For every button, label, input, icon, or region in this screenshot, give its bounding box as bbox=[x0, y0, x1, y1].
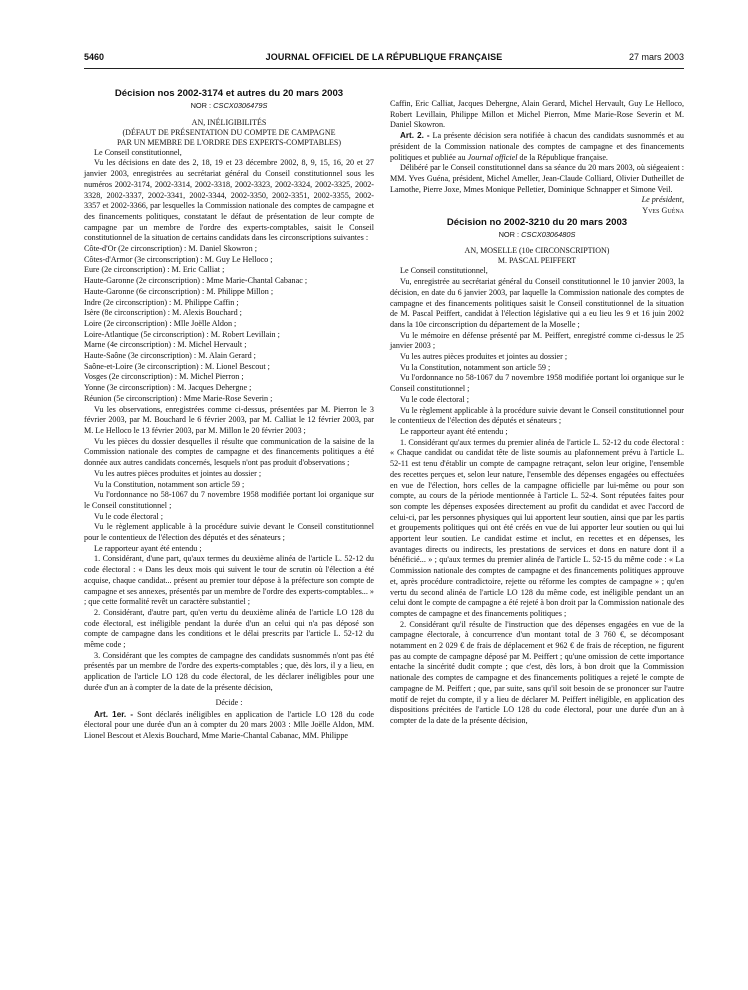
page-header bbox=[84, 52, 684, 66]
left-column bbox=[84, 88, 374, 742]
paragraph: Le Conseil constitutionnel, bbox=[94, 147, 182, 157]
paragraph: Vu les autres pièces produites et jointes au dossier ; bbox=[94, 468, 262, 478]
heading-line: AN, INÉLIGIBILITÉS bbox=[191, 117, 267, 127]
paragraph: Vu les autres pièces produites et jointes au dossier ; bbox=[400, 352, 568, 362]
nor-label: NOR : bbox=[190, 101, 212, 110]
paragraph: Vu, enregistrée au secrétariat général du Conseil constitutionnel le 10 janvier 2003, la décision, en date du 6 janvier 2003, par laquelle la Commission nationale des comptes de campagne et des financements politiques saisit le Conseil constitutionnel de la situation de M. Pascal Peiffert, candidat à l'élection législative qui a eu lieu les 9 et 16 juin 2002 dans la 10e circonscription du département de la Moselle ; bbox=[390, 277, 684, 329]
list-item: Saône-et-Loire (3e circonscription) : M. Lionel Bescout ; bbox=[84, 361, 270, 371]
heading-line: PAR UN MEMBRE DE L'ORDRE DES EXPERTS-COMPTABLES) bbox=[116, 137, 342, 147]
list-item: Eure (2e circonscription) : M. Eric Calliat ; bbox=[84, 265, 225, 275]
article-text: Sont déclarés inéligibles en application de l'article LO 128 du code électoral pour une durée d'un an à compter du 20 mars 2003 : Mlle Joëlle Aldon, MM. Lionel Bescout et Alexis Bouchard, Mme Marie-Chantal Cabanac, MM. Philippe bbox=[84, 709, 374, 740]
continuation-paragraph: Caffin, Eric Calliat, Jacques Dehergne, Alain Gerard, Michel Hervault, Guy Le Helloco, Robert Levillain, Philippe Millon et Michel Pierron, Mme Marie-Rose Severin et M. Daniel Skowron. bbox=[390, 99, 684, 130]
list-item: Loire (2e circonscription) : Mlle Joëlle Aldon ; bbox=[84, 318, 237, 328]
header-date: 27 mars 2003 bbox=[628, 52, 684, 62]
paragraph: Vu le code électoral ; bbox=[94, 511, 163, 521]
paragraph: Vu les pièces du dossier desquelles il résulte que communication de la saisine de la Commission nationale des comptes de campagne et des financements politiques a été donnée aux autres candidats concernés, lesquels n'ont pas produit d'observations ; bbox=[84, 436, 374, 468]
decision-heading-2 bbox=[390, 246, 684, 266]
paragraph: Vu la Constitution, notamment son article 59 ; bbox=[400, 362, 551, 372]
list-item: Côtes-d'Armor (3e circonscription) : M. Guy Le Helloco ; bbox=[84, 254, 273, 264]
paragraph: Vu les observations, enregistrées comme ci-dessus, présentées par M. Pierron le 3 février 2003, par M. Bouchard le 6 février 2003, par M. Calliat le 12 février 2003, par M. Le Helloco le 13 février 2003, par M. Millon le 20 février 2003 ; bbox=[84, 404, 374, 435]
list-item: Côte-d'Or (2e circonscription) : M. Daniel Skowron ; bbox=[84, 244, 257, 254]
page-number: 5460 bbox=[84, 52, 105, 62]
deliberation-paragraph: Délibéré par le Conseil constitutionnel dans sa séance du 20 mars 2003, où siégeaient : MM. Yves Guéna, président, Michel Ameller, Jean-Claude Colliard, Olivier Dutheillet de Lamothe, Pierre Joxe, Mmes Monique Pelletier, Dominique Schnapper et Simone Veil. bbox=[390, 163, 684, 194]
list-item: Yonne (3e circonscription) : M. Jacques Dehergne ; bbox=[84, 383, 252, 393]
article-label: Art. 1er. - bbox=[94, 709, 134, 719]
decision-title: Décision nos 2002-3174 et autres du 20 mars 2003 bbox=[114, 88, 344, 99]
paragraph: Le rapporteur ayant été entendu ; bbox=[94, 543, 202, 553]
article-text: La présente décision sera notifiée à chacun des candidats susnommés et au président de la Commission nationale des comptes de campagne et des financements politiques et publiée au bbox=[390, 131, 684, 162]
signature-title: Le président, bbox=[641, 195, 684, 205]
article-2 bbox=[390, 131, 684, 163]
list-item: Indre (2e circonscription) : M. Philippe Caffin ; bbox=[84, 297, 239, 307]
journal-officiel-ref: Journal officiel bbox=[467, 152, 518, 162]
nor-line bbox=[84, 101, 374, 112]
right-column bbox=[390, 99, 684, 727]
paragraph: Vu le règlement applicable à la procédure suivie devant le Conseil constitutionnel pour le contentieux de l'élection des députés et des sénateurs ; bbox=[84, 522, 374, 543]
paragraph: Le rapporteur ayant été entendu ; bbox=[400, 426, 508, 436]
list-item: Réunion (5e circonscription) : Mme Marie-Rose Severin ; bbox=[84, 393, 273, 403]
nor-label: NOR : bbox=[498, 229, 520, 239]
nor-code: CSCX0306480S bbox=[521, 229, 576, 239]
article-label: Art. 2. - bbox=[400, 131, 430, 141]
paragraph: 1. Considérant qu'aux termes du premier alinéa de l'article L. 52-12 du code électoral : « Chaque candidat ou candidat tête de liste soumis au plafonnement prévu à l'article L. 52-11 est tenu d'établir un compte de campagne retraçant, selon leur origine, l'ensemble des recettes perçues et, selon leur nature, l'ensemble des dépenses engagées ou effectuées en vue de l'élection, hors celles de la campagne officielle par lui-même ou pour son compte, au cours de la période mentionnée à l'article L. 52-4. Sont réputées faites pour son compte les dépenses exposées directement au profit du candidat et avec l'accord de celui-ci, par les personnes physiques qui lui apportent leur soutien, ainsi que par les partis et groupements politiques qui ont été créés en vue de lui apporter leur soutien ou qui lui apportent leur soutien. Le candidat estime et inclut, en recettes et en dépenses, les avantages directs ou indirects, les prestations de services et dons en nature dont il a bénéficié... » ; qu'aux termes du premier alinéa de l'article L. 52-15 du même code : « La Commission nationale des comptes de campagne et des financements politiques approuve et, après procédure contradictoire, rejette ou réforme les comptes de campagne » ; qu'en vertu du second alinéa de l'article LO 128 du même code, est inéligible pendant un an celui dont le compte de campagne a été rejeté à bon droit par la Commission nationale des comptes de campagne et des financements politiques ; bbox=[390, 437, 684, 618]
paragraph: Vu les décisions en date des 2, 18, 19 et 23 décembre 2002, 8, 9, 15, 16, 20 et 27 janvier 2003, enregistrées au secrétariat général du Conseil constitutionnel sous les numéros 2002-3174, 2002-3314, 2002-3318, 2002-3323, 2002-3324, 2002-3325, 2002-3328, 2002-3337, 2002-3341, 2002-3344, 2002-3350, 2002-3351, 2002-3355, 2002-3357 et 2002-3366, par lesquelles la Commission nationale des comptes de campagne et des financements politiques, constatant le défaut de présentation de leur compte de campagne par un membre de l'ordre des experts-comptables, saisit le Conseil constitutionnel de la situation de certains candidats dans les circonscriptions suivantes : bbox=[84, 158, 374, 243]
paragraph: 2. Considérant qu'il résulte de l'instruction que des dépenses engagées en vue de la campagne électorale, à concurrence d'un montant total de 3 760 €, se décomposant notamment en 2 029 € de frais de déplacement et 962 € de frais de réception, ne figurent pas au compte de campagne déposé par M. Peiffert ; qu'une omission de cette importance entache la sincérité dudit compte ; que c'est, dès lors, à bon droit que la Commission nationale des comptes de campagne et des financements politiques a rejeté le compte de campagne de M. Peiffert ; que, par suite, sans qu'il soit besoin de se prononcer sur l'autre motif de rejet du compte, il y a lieu de déclarer M. Peiffert inéligible, en application des dispositions précitées de l'article LO 128 du code électoral, pour une durée d'un an à compter de la date de la présente décision, bbox=[390, 619, 684, 725]
article-text: de la République française. bbox=[517, 152, 608, 162]
nor-line-2 bbox=[390, 230, 684, 241]
paragraph: Le Conseil constitutionnel, bbox=[400, 266, 488, 276]
list-item: Isère (8e circonscription) : M. Alexis Bouchard ; bbox=[84, 308, 242, 318]
paragraph: Vu le code électoral ; bbox=[400, 394, 469, 404]
list-item: Haute-Garonne (6e circonscription) : M. Philippe Millon ; bbox=[84, 286, 274, 296]
paragraph: 3. Considérant que les comptes de campagne des candidats susnommés n'ont pas été présentés par un membre de l'ordre des experts-comptables ; que, dès lors, il y a lieu, en application de l'article LO 128 du code électoral, de les déclarer inéligibles pour une durée d'un an à compter de la date de la présente décision, bbox=[84, 650, 374, 692]
decision-heading bbox=[84, 118, 374, 148]
paragraph: Vu l'ordonnance no 58-1067 du 7 novembre 1958 modifiée portant loi organique sur le Conseil constitutionnel ; bbox=[390, 373, 684, 394]
header-rule bbox=[84, 68, 684, 69]
list-item: Haute-Garonne (2e circonscription) : Mme Marie-Chantal Cabanac ; bbox=[84, 276, 308, 286]
heading-line: AN, MOSELLE (10e CIRCONSCRIPTION) bbox=[464, 246, 610, 256]
constituency-list bbox=[84, 244, 374, 405]
paragraph: Vu le règlement applicable à la procédure suivie devant le Conseil constitutionnel pour le contentieux de l'élection des députés et sénateurs ; bbox=[390, 405, 684, 426]
paragraph: 2. Considérant, d'autre part, qu'en vertu du deuxième alinéa de l'article LO 128 du code électoral, est inéligible pendant la durée d'un an celui qui n'a pas déposé son compte de campagne dans les conditions et le délai prescrits par l'article L. 52-12 du même code ; bbox=[84, 607, 374, 650]
signature-name: Yves Guéna bbox=[642, 206, 684, 216]
decide-line: Décide : bbox=[215, 697, 243, 707]
list-item: Loire-Atlantique (5e circonscription) : M. Robert Levillain ; bbox=[84, 329, 280, 339]
article-1 bbox=[84, 710, 374, 742]
paragraph: Vu le mémoire en défense présenté par M. Peiffert, enregistré comme ci-dessus le 25 janvier 2003 ; bbox=[390, 330, 684, 351]
paragraph: 1. Considérant, d'une part, qu'aux termes du deuxième alinéa de l'article L. 52-12 du code électoral : « Dans les deux mois qui suivent le tour de scrutin où l'élection a été acquise, chaque candidat... présent au premier tour dépose à la préfecture son compte de campagne et ses annexes, présentés par un membre de l'ordre des experts-comptables... » ; que cette formalité revêt un caractère substantiel ; bbox=[84, 554, 374, 607]
nor-code: CSCX0306479S bbox=[213, 101, 268, 110]
heading-line: M. PASCAL PEIFFERT bbox=[497, 256, 577, 266]
list-item: Vosges (2e circonscription) : M. Michel Pierron ; bbox=[84, 372, 244, 382]
journal-title: JOURNAL OFFICIEL DE LA RÉPUBLIQUE FRANÇAISE bbox=[265, 52, 503, 62]
decision-title-2: Décision no 2002-3210 du 20 mars 2003 bbox=[446, 216, 628, 228]
paragraph: Vu la Constitution, notamment son article 59 ; bbox=[94, 479, 245, 489]
paragraph: Vu l'ordonnance no 58-1067 du 7 novembre 1958 modifiée portant loi organique sur le Conseil constitutionnel ; bbox=[84, 490, 374, 510]
heading-line: (DÉFAUT DE PRÉSENTATION DU COMPTE DE CAMPAGNE bbox=[122, 127, 336, 137]
list-item: Marne (4e circonscription) : M. Michel Hervault ; bbox=[84, 340, 247, 350]
list-item: Haute-Saône (3e circonscription) : M. Alain Gerard ; bbox=[84, 351, 256, 361]
